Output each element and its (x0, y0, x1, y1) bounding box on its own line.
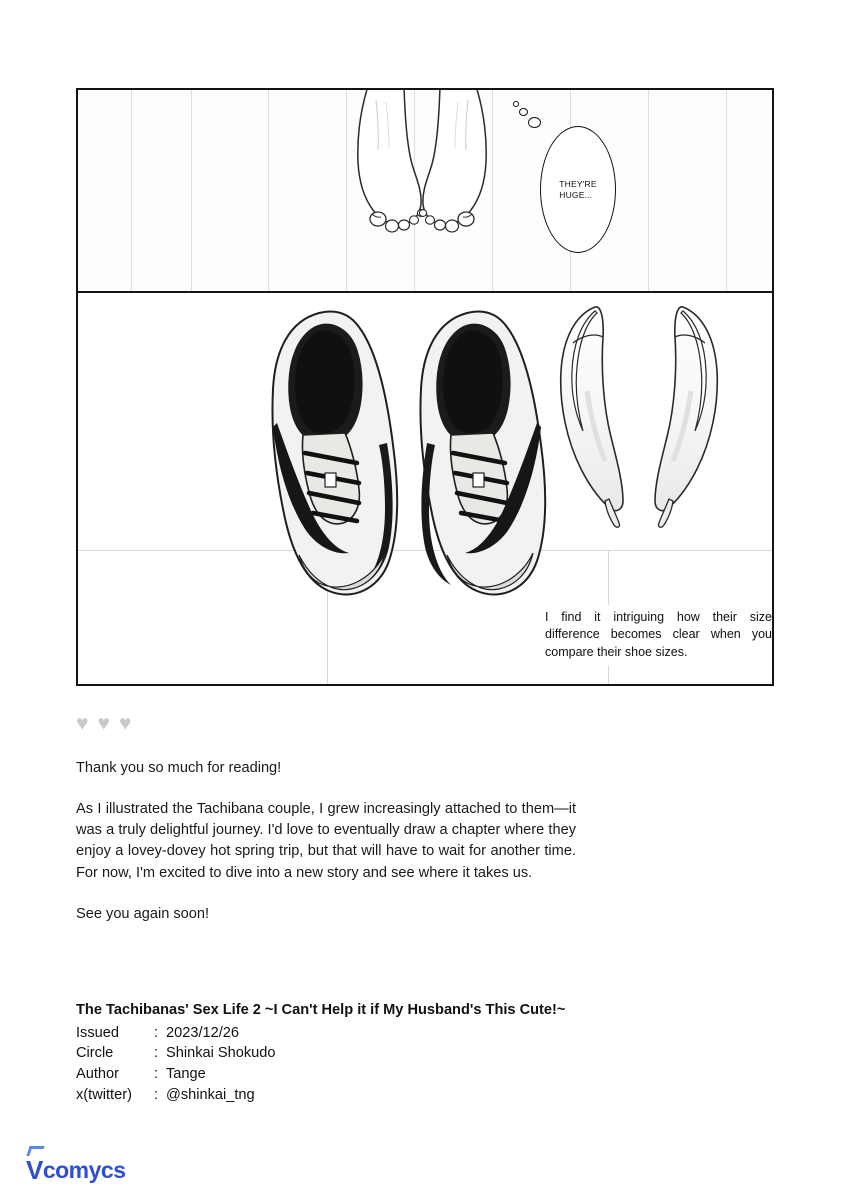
work-title: The Tachibanas' Sex Life 2 ~I Can't Help it if My Husband's This Cute!~ (76, 1002, 566, 1018)
site-watermark (26, 1155, 126, 1186)
credit-label-issued: Issued (76, 1024, 119, 1041)
watermark-initial: V (26, 1155, 43, 1185)
credit-value-twitter: @shinkai_tng (166, 1086, 255, 1103)
heart-icon: ♥ (97, 712, 110, 735)
wall-seam-line (191, 90, 192, 291)
afterword-section (76, 758, 576, 925)
thought-bubble-line-1: THEY'RE (559, 178, 597, 189)
credit-label-twitter: x(twitter) (76, 1086, 132, 1103)
credit-row-circle (76, 1043, 565, 1064)
heart-decoration (76, 713, 131, 734)
wall-seam-line (268, 90, 269, 291)
thought-dot-small (513, 101, 519, 107)
wall-seam-line (131, 90, 132, 291)
afterword-paragraph-3: See you again soon! (76, 905, 210, 922)
credit-row-twitter (76, 1085, 565, 1106)
thought-bubble (540, 126, 616, 253)
thought-dot-large (528, 117, 541, 128)
credit-value-author: Tange (166, 1066, 206, 1083)
comic-page (76, 88, 774, 686)
credit-row-issued (76, 1023, 565, 1044)
credit-row-author (76, 1064, 565, 1085)
pumps-illustration (553, 301, 743, 531)
watermark-text: comycs (42, 1157, 126, 1183)
credit-value-issued: 2023/12/26 (166, 1024, 240, 1041)
comic-panel-bottom (78, 293, 772, 684)
afterword-paragraph-1: Thank you so much for reading! (76, 760, 282, 776)
heart-icon: ♥ (76, 712, 89, 735)
afterword-paragraph-2: As I illustrated the Tachibana couple, I grew increasingly attached to them—it was a truly delightful journey. I'd love to eventually draw a chapter where they enjoy a lovey-dovey hot spring trip, but that will have to wait for another time. For now, I'm excited to dive into a new story and see where it takes us. (76, 801, 576, 881)
credit-value-circle: Shinkai Shokudo (166, 1045, 276, 1062)
credit-separator: : (154, 1086, 159, 1103)
credit-label-author: Author (76, 1066, 119, 1083)
credit-separator: : (154, 1045, 159, 1062)
panel-caption (541, 605, 772, 666)
thought-bubble-line-2: HUGE... (559, 189, 593, 200)
wall-seam-line (726, 90, 727, 291)
credit-label-circle: Circle (76, 1045, 114, 1062)
credits-block (76, 1000, 565, 1106)
thought-bubble-text (553, 179, 603, 200)
sneakers-illustration (253, 303, 583, 623)
wall-seam-line (648, 90, 649, 291)
credit-separator: : (154, 1066, 159, 1083)
comic-panel-top (78, 90, 772, 293)
thought-dot-medium (519, 108, 528, 116)
credit-separator: : (154, 1024, 159, 1041)
heart-icon: ♥ (118, 712, 132, 735)
panel-caption-text: I find it intriguing how their size difference becomes clear when you compare their shoe sizes. (545, 610, 772, 659)
bare-feet-illustration (342, 90, 502, 260)
